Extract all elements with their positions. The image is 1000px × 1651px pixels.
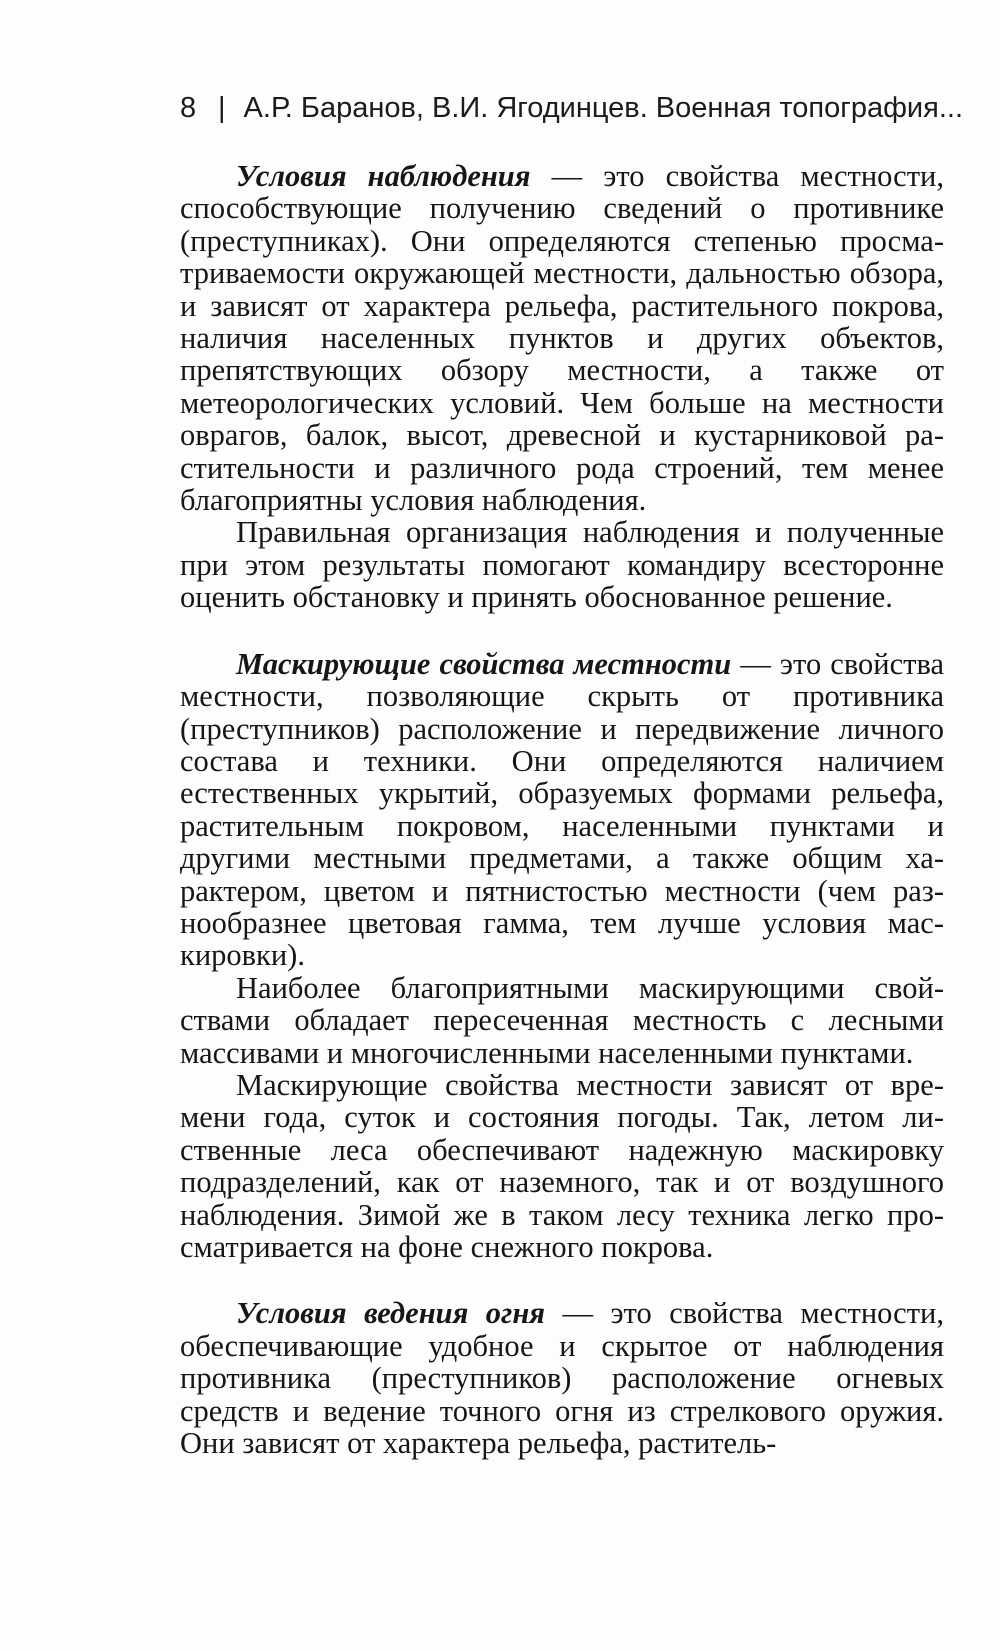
- page-number: 8: [180, 92, 197, 124]
- camouflage-definition-text: — это свойства местности, позволяющие скрыть от противника (преступников) расположение и передвижение личного состава и техники. Они определяются наличием естественных укрытий, образуемых формами рельефа, растительным покровом, населенными пунктами и другими местными предметами, а также общим характером, цветом и пятнистостью местности (чем разнообразнее цветовая гамма, тем лучше условия маскировки).: [180, 646, 944, 973]
- paragraph-camouflage-seasons: Маскирующие свойства местности зависят от времени года, суток и состояния погоды. Так, летом лиственные леса обеспечивают надежную маскировку подразделений, как от наземного, так и от воздушного наблюдения. Зимой же в таком лесу техника легко просматривается на фоне снежного покрова.: [180, 1067, 944, 1264]
- paragraph-observation-organization: Правильная организация наблюдения и полученные при этом результаты помогают командиру всесторонне оценить обстановку и принять обоснованное решение.: [180, 515, 944, 615]
- paragraph-camouflage-favorable: Наиболее благоприятными маскирующими свойствами обладает пересеченная местность с лесными массивами и многочисленными населенными пунктами.: [180, 970, 944, 1070]
- paragraph-camouflage-definition: [180, 648, 944, 972]
- observation-definition-text: — это свойства местности, способствующие получению сведений о противнике (преступниках). Они определяются степенью просматриваемости окружающей местности, дальностью обзора, и зависят от характера рельефа, растительного покрова, наличия населенных пунктов и других объектов, препятствующих обзору местности, а также от метеорологических условий. Чем больше на местности оврагов, балок, высот, древесной и кустарниковой растительности и различного рода строений, тем менее благоприятны условия наблюдения.: [180, 159, 944, 518]
- term-observation-conditions: Условия наблюдения: [236, 159, 531, 193]
- term-fire-conditions: Условия ведения огня: [236, 1296, 545, 1331]
- paragraph-observation-definition: [180, 160, 944, 516]
- body-text: [180, 160, 944, 1459]
- header-separator: |: [218, 92, 226, 124]
- fire-conditions-definition-text: — это свойства местности, обеспечивающие удобное и скрытое от наблюдения противника (преступников) расположение огневых средств и ведение точного огня из стрелкового оружия. Они зависят от характера рельефа, раститель-: [180, 1296, 944, 1461]
- running-title: А.Р. Баранов, В.И. Ягодинцев. Военная топография...: [243, 92, 964, 124]
- term-camouflage-properties: Маскирующие свойства местности: [236, 646, 732, 681]
- running-head: [180, 88, 964, 128]
- paragraph-fire-conditions-definition: [180, 1297, 944, 1459]
